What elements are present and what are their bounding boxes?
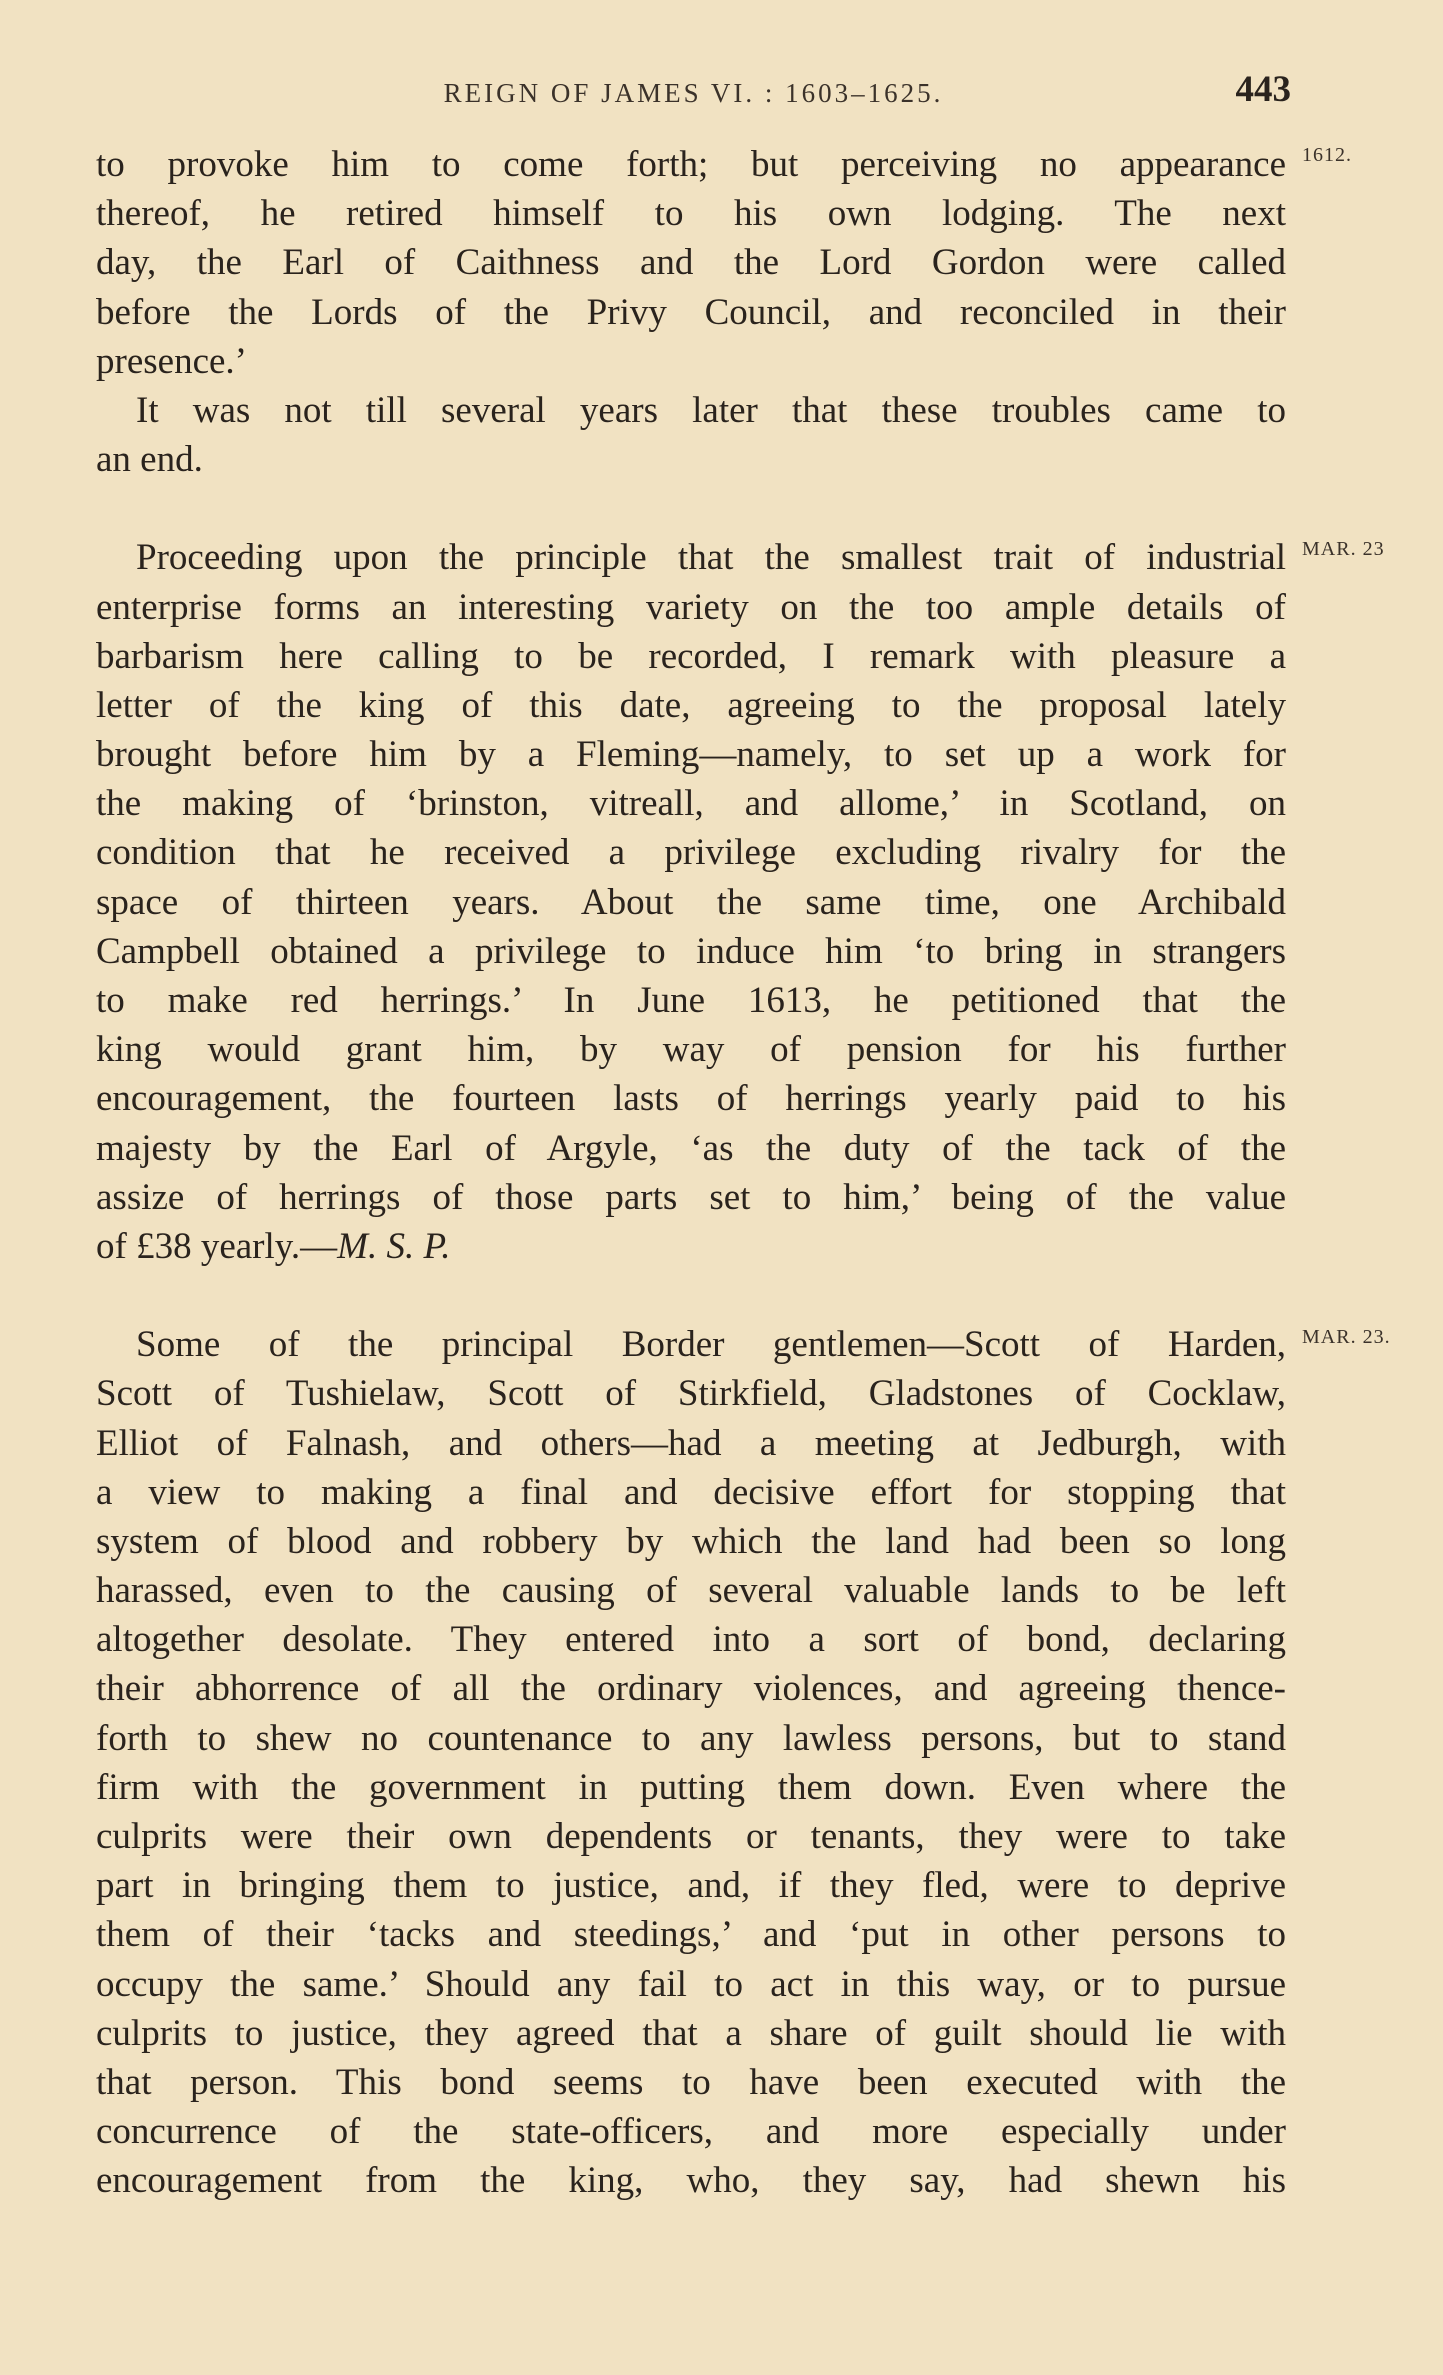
paragraph [96,1320,1286,2205]
text-line: their abhorrence of all the ordinary violences, and agreeing thence- [96,1668,1286,1710]
citation: M. S. P. [337,1225,451,1267]
text-line: space of thirteen years. About the same time, one Archibald [96,881,1286,923]
text-line [96,1222,1286,1271]
text-line: Elliot of Falnash, and others—had a meeting at Jedburgh, with [96,1422,1286,1464]
text-line: enterprise forms an interesting variety on the too ample details of [96,586,1286,628]
text-line-start: of £38 yearly.— [96,1225,338,1267]
text-line: system of blood and robbery by which the land had been so long [96,1520,1286,1562]
running-title: REIGN OF JAMES VI. : 1603–1625. [443,78,944,108]
text-line: thereof, he retired himself to his own lodging. The next [96,193,1286,235]
text-line: that person. This bond seems to have been executed with the [96,2061,1286,2103]
text-line: part in bringing them to justice, and, if they fled, were to deprive [96,1865,1286,1907]
margin-note-year: 1612. [1302,144,1352,166]
text-line: culprits were their own dependents or tenants, they were to take [96,1816,1286,1857]
margin-note-date: MAR. 23. [1302,1326,1391,1348]
text-line: Some of the principal Border gentlemen—Scott of Harden, [136,1324,1286,1366]
text-line: them of their ‘tacks and steedings,’ and ‘put in other persons to [96,1914,1286,1956]
margin-note-date: MAR. 23 [1302,538,1385,560]
text-line: king would grant him, by way of pension for his further [96,1029,1286,1071]
text-line: brought before him by a Fleming—namely, to set up a work for [96,734,1286,776]
text-line: to make red herrings.’ In June 1613, he petitioned that the [96,980,1286,1021]
text-line: altogether desolate. They entered into a sort of bond, declaring [96,1619,1286,1661]
paragraph [96,533,1286,1271]
text-line: the making of ‘brinston, vitreall, and allome,’ in Scotland, on [96,783,1286,825]
text-line: concurrence of the state-officers, and more especially under [96,2111,1286,2153]
text-line: encouragement, the fourteen lasts of herrings yearly paid to his [96,1078,1286,1120]
text-line: barbarism here calling to be recorded, I remark with pleasure a [96,635,1286,677]
text-line: encouragement from the king, who, they say, had shewn his [96,2160,1286,2202]
text-line: firm with the government in putting them down. Even where the [96,1766,1286,1808]
page-header [96,68,1291,118]
page-number: 443 [1235,69,1291,110]
text-line: to provoke him to come forth; but perceiving no appearance [96,144,1286,185]
text-line: occupy the same.’ Should any fail to act in this way, or to pursue [96,1963,1286,2005]
text-line: condition that he received a privilege excluding rivalry for the [96,832,1286,874]
text-line: letter of the king of this date, agreeing to the proposal lately [96,684,1286,726]
text-line: culprits to justice, they agreed that a share of guilt should lie with [96,2012,1286,2054]
paragraph [96,386,1286,484]
text-line: a view to making a final and decisive effort for stopping that [96,1471,1286,1513]
text-line: assize of herrings of those parts set to him,’ being of the value [96,1176,1286,1218]
body-text [96,140,1286,2206]
text-line: It was not till several years later that these troubles came to [136,389,1286,431]
text-line: day, the Earl of Caithness and the Lord Gordon were called [96,242,1286,284]
paragraph [96,140,1286,386]
text-line: harassed, even to the causing of several valuable lands to be left [96,1570,1286,1612]
text-line: Campbell obtained a privilege to induce him ‘to bring in strangers [96,930,1286,972]
text-line: an end. [96,439,203,481]
text-line: before the Lords of the Privy Council, and reconciled in their [96,291,1286,333]
text-line: forth to shew no countenance to any lawless persons, but to stand [96,1717,1286,1759]
text-line: majesty by the Earl of Argyle, ‘as the duty of the tack of the [96,1127,1286,1169]
text-line: presence.’ [96,340,247,382]
text-line: Scott of Tushielaw, Scott of Stirkfield, Gladstones of Cocklaw, [96,1373,1286,1415]
text-line: Proceeding upon the principle that the smallest trait of industrial [136,537,1286,579]
